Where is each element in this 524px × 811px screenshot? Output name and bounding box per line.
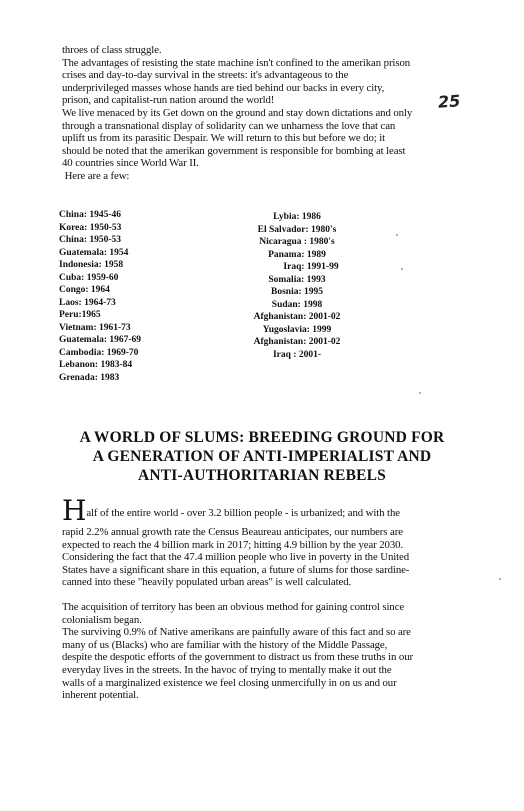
text-line: Here are a few: <box>62 169 130 182</box>
list-item: El Salvador: 1980's <box>257 224 337 235</box>
text-line: many of us (Blacks) who are familiar with the history of the Middle Passage, <box>62 638 388 651</box>
heading-line: ANTI-AUTHORITARIAN REBELS <box>137 467 387 484</box>
list-item: Indonesia: 1958 <box>59 260 124 270</box>
body-text <box>62 494 462 702</box>
list-item: Lybia: 1986 <box>273 212 321 222</box>
list-item: Bosnia: 1995 <box>271 287 323 297</box>
list-item: Vietnam: 1961-73 <box>59 322 131 333</box>
text-line: expected to reach the 4 billion mark in 2017; hitting 4.9 billion by the year 2030. <box>62 538 404 551</box>
heading-line: A GENERATION OF ANTI-IMPERIALIST AND <box>92 448 432 465</box>
scan-speck <box>401 268 403 270</box>
text-line: walls of a marginalized existence we feel closing unmercifully in on us and our <box>62 676 397 689</box>
list-item: Cuba: 1959-60 <box>59 272 119 283</box>
list-item: Guatemala: 1954 <box>59 247 129 258</box>
text-line: The advantages of resisting the state machine isn't confined to the amerikan prison <box>62 56 411 69</box>
intro-text <box>62 44 462 183</box>
text-line: crises and day-to-day survival in the streets: it's advantageous to the <box>62 69 349 82</box>
text-line: throes of class struggle. <box>62 44 162 56</box>
list-item: China: 1950-53 <box>59 235 122 245</box>
list-item: Afghanistan: 2001-02 <box>253 312 341 322</box>
list-item: Congo: 1964 <box>59 285 110 295</box>
list-item: Guatemala: 1967-69 <box>59 335 142 345</box>
list-item: Korea: 1950-53 <box>59 222 122 233</box>
text-line: everyday lives in the streets. In the havoc of trying to mentally make it out the <box>62 663 392 676</box>
text-line: We live menaced by its Get down on the ground and stay down dictations and only <box>62 106 413 119</box>
text-line: The acquisition of territory has been an obvious method for gaining control since <box>62 600 405 613</box>
text-line-rest: alf of the entire world - over 3.2 billion people - is urbanized; and with the <box>86 507 400 519</box>
list-item: Nicaragua : 1980's <box>259 237 335 247</box>
list-item: Sudan: 1998 <box>271 299 323 310</box>
list-item: Somalia: 1993 <box>268 274 326 285</box>
list-item: Iraq : 2001- <box>272 349 322 360</box>
text-line: 40 countries since World War II. <box>62 157 199 170</box>
text-line: inherent potential. <box>62 689 139 702</box>
list-item: Panama: 1989 <box>268 249 326 260</box>
text-line: States have a significant share in this equation, a future of slums for those sardine- <box>62 563 410 576</box>
text-line: despite the despotic efforts of the government to distract us from these truths in our <box>62 651 414 664</box>
text-line: through a transnational display of solidarity can we unharness the love that can <box>62 119 396 132</box>
bombed-countries-list-left <box>59 209 141 384</box>
list-item: Afghanistan: 2001-02 <box>253 337 341 347</box>
list-item: Lebanon: 1983-84 <box>59 360 133 370</box>
list-item: Iraq: 1991-99 <box>283 262 339 272</box>
list-item: Grenada: 1983 <box>59 372 120 383</box>
text-line: The surviving 0.9% of Native amerikans are painfully aware of this fact and so are <box>62 626 411 639</box>
drop-cap: H <box>62 494 87 527</box>
list-item: Cambodia: 1969-70 <box>59 347 139 358</box>
text-line <box>62 494 462 527</box>
handwritten-page-number: 25 <box>437 91 461 112</box>
scan-speck <box>396 234 398 236</box>
scan-speck <box>499 578 501 580</box>
text-line: Considering the fact that the 47.4 million people who live in poverty in the United <box>62 551 410 564</box>
scan-speck <box>419 392 421 394</box>
text-line: colonialism began. <box>62 613 142 626</box>
text-line: should be noted that the amerikan government is responsible for bombing at least <box>62 144 406 157</box>
text-line: prison, and capitalist-run nation around the world! <box>62 94 275 107</box>
text-line: canned into these "heavily populated urban areas" is well calculated. <box>62 576 352 589</box>
list-item: Yugoslavia: 1999 <box>262 324 332 335</box>
section-heading <box>0 428 524 485</box>
text-line: underprivileged masses whose hands are tied behind our backs in every city, <box>62 81 385 94</box>
list-item: Laos: 1964-73 <box>59 297 116 308</box>
text-line: uplift us from its parasitic Despair. We will return to this but before we do; it <box>62 132 386 145</box>
heading-line: A WORLD OF SLUMS: BREEDING GROUND FOR <box>79 429 445 446</box>
bombed-countries-list-right <box>232 211 362 361</box>
text-line: rapid 2.2% annual growth rate the Census Beaureau anticipates, our numbers are <box>62 526 403 538</box>
list-item: Peru:1965 <box>59 310 101 320</box>
list-item: China: 1945-46 <box>59 210 122 220</box>
